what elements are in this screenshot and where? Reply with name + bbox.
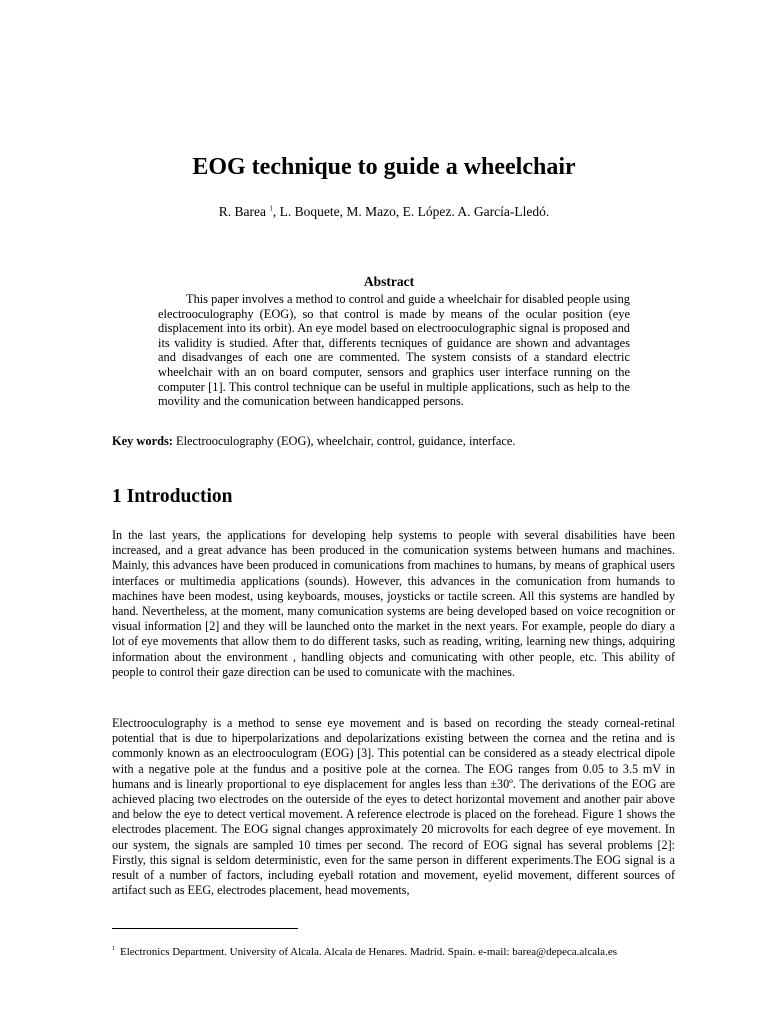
footnote-divider bbox=[112, 928, 298, 929]
other-authors: , L. Boquete, M. Mazo, E. López. A. García-Lledó. bbox=[272, 204, 550, 219]
footnote-text: Electronics Department. University of Alcala. Alcala de Henares. Madrid. Spain. e-mail: barea@depeca.alcala.es bbox=[120, 946, 617, 958]
abstract-heading: Abstract bbox=[363, 274, 415, 289]
first-author: R. Barea bbox=[218, 204, 267, 219]
introduction-paragraph-2: Electrooculography is a method to sense eye movement and is based on recording the steady corneal-retinal potential that is due to hiperpolarizations and depolarizations existing between the cornea and the retina and is commonly known as an electrooculogram (EOG) [3]. This potential can be considered as a steady electrical dipole with a negative pole at the fundus and a positive pole at the cornea. The EOG ranges from 0.05 to 3.5 mV in humans and is linearly proportional to eye displacement for angles less than ±30º. The derivations of the EOG are achieved placing two electrodes on the outerside of the eyes to detect horizontal movement and another pair above and below the eye to detect vertical movement. A reference electrode is placed on the forehead. Figure 1 shows the electrodes placement. The EOG signal changes approximately 20 microvolts for each degree of eye movement. In our system, the signals are sampled 10 times per second. The record of EOG signal has several problems [2]: Firstly, this signal is seldom deterministic, even for the same person in different experiments.The EOG signal is a result of a number of factors, including eyeball rotation and movement, eyelid movement, different sources of artifact such as EEG, electrodes placement, head movements, bbox=[112, 716, 675, 898]
section-heading-introduction: 1 Introduction bbox=[112, 486, 233, 507]
paper-title: EOG technique to guide a wheelchair bbox=[192, 154, 576, 180]
footnote-marker: 1 bbox=[269, 204, 273, 213]
author-list bbox=[0, 204, 768, 220]
keywords-text: Electrooculography (EOG), wheelchair, control, guidance, interface. bbox=[172, 434, 516, 448]
keywords-label: Key words: bbox=[112, 434, 173, 448]
introduction-paragraph-1: In the last years, the applications for developing help systems to people with several disabilities have been increased, and a great advance has been produced in the comunication systems between humans and machines. Mainly, this advances have been produced in comunications from machines to humans, by means of graphical users interfaces or multimedia applications (sounds). However, this advances in the comunication from humands to machines have been modest, using keyboards, mouses, joysticks or tactile screen. All this systems are handled by hand. Nevertheless, at the moment, many comunication systems are being developed based on voice recognition or visual information [2] and they will be launched onto the market in the next years. For example, people do diary a lot of eye movements that allow them to do different tasks, such as reading, writing, learning new things, adquiring information about the environment , handling objects and comunicating with other people, etc. This ability of people to control their gaze direction can be used to comunicate with the machines. bbox=[112, 528, 675, 679]
keywords bbox=[112, 434, 672, 449]
footnote bbox=[112, 946, 692, 958]
footnote-number: 1 bbox=[112, 946, 115, 953]
abstract-body: This paper involves a method to control and guide a wheelchair for disabled people using electrooculography (EOG), so that control is made by means of the ocular position (eye displacement into its orbit). An eye model based on electrooculographic signal is proposed and its validity is studied. After that, differents tecniques of guidance are shown and advantages and disadvanges of each one are commented. The system consists of a standard electric wheelchair with an on board computer, sensors and graphics user interface running on the computer [1]. This control technique can be useful in multiple applications, such as help to the movility and the comunication between handicapped persons. bbox=[158, 292, 630, 409]
